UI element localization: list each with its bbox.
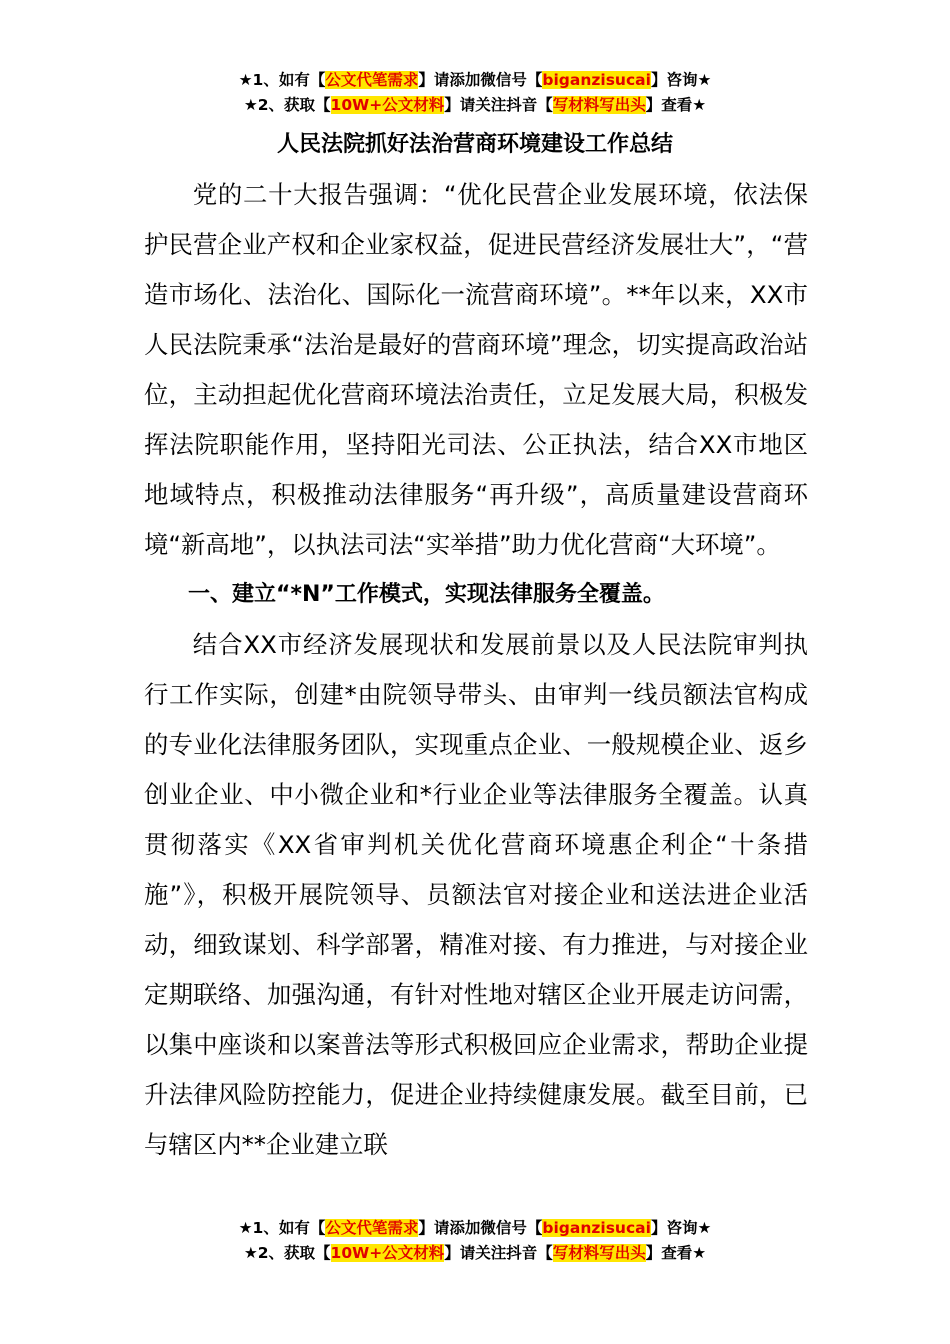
promo-text: ★2、获取【	[243, 96, 331, 114]
promo-highlight: biganzisucai	[542, 1219, 651, 1237]
promo-line-2	[0, 93, 950, 118]
paragraph: 结合XX市经济发展现状和发展前景以及人民法院审判执行工作实际，创建*由院领导带头、由审判一线员额法官构成的专业化法律服务团队，实现重点企业、一般规模企业、返乡创业企业、中小微企业和*行业企业等法律服务全覆盖。认真贯彻落实《XX省审判机关优化营商环境惠企利企“十条措施”》，积极开展院领导、员额法官对接企业和送法进企业活动，细致谋划、科学部署，精准对接、有力推进，与对接企业定期联络、加强沟通，有针对性地对辖区企业开展走访问需，以集中座谈和以案普法等形式积极回应企业需求，帮助企业提升法律风险防控能力，促进企业持续健康发展。截至目前，已与辖区内**企业建立联	[144, 630, 808, 1159]
promo-line-2	[0, 1241, 950, 1266]
promo-header	[0, 68, 950, 118]
promo-text: ★2、获取【	[243, 1244, 331, 1262]
document-body	[144, 170, 808, 1170]
promo-highlight: biganzisucai	[542, 71, 651, 89]
promo-text: 】请添加微信号【	[418, 1219, 543, 1237]
section-heading: 一、建立“*N”工作模式，实现法律服务全覆盖。	[188, 582, 665, 607]
promo-line-1	[0, 1216, 950, 1241]
promo-text: 】查看★	[645, 96, 707, 114]
promo-text: 】请关注抖音【	[444, 96, 553, 114]
promo-text: ★1、如有【	[238, 1219, 326, 1237]
document-title: 人民法院抓好法治营商环境建设工作总结	[276, 132, 673, 157]
promo-highlight: 10W+公文材料	[330, 1244, 445, 1262]
promo-text: 】请添加微信号【	[418, 71, 543, 89]
promo-text: 】咨询★	[650, 71, 712, 89]
paragraph: 党的二十大报告强调：“优化民营企业发展环境，依法保护民营企业产权和企业家权益，促进民营经济发展壮大”，“营造市场化、法治化、国际化一流营商环境”。**年以来，XX市人民法院秉承“法治是最好的营商环境”理念，切实提高政治站位，主动担起优化营商环境法治责任，立足发展大局，积极发挥法院职能作用，坚持阳光司法、公正执法，结合XX市地区地域特点，积极推动法律服务“再升级”，高质量建设营商环境“新高地”，以执法司法“实举措”助力优化营商“大环境”。	[144, 180, 808, 559]
promo-text: ★1、如有【	[238, 71, 326, 89]
promo-text: 】查看★	[645, 1244, 707, 1262]
promo-highlight: 公文代笔需求	[325, 1219, 419, 1237]
promo-highlight: 写材料写出头	[552, 1244, 646, 1262]
promo-highlight: 10W+公文材料	[330, 96, 445, 114]
promo-text: 】请关注抖音【	[444, 1244, 553, 1262]
promo-highlight: 公文代笔需求	[325, 71, 419, 89]
promo-footer	[0, 1216, 950, 1266]
promo-highlight: 写材料写出头	[552, 96, 646, 114]
promo-line-1	[0, 68, 950, 93]
promo-text: 】咨询★	[650, 1219, 712, 1237]
